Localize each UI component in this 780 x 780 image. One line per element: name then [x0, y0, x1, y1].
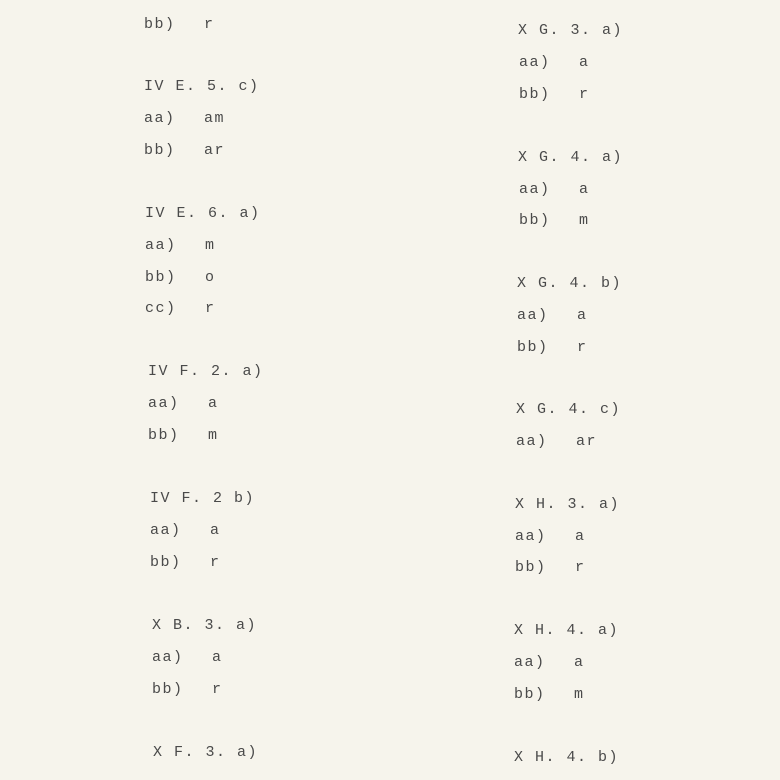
entry-label: bb) — [514, 686, 546, 703]
entry-value: r — [204, 16, 215, 33]
section-heading: X F. 3. a) — [153, 744, 259, 761]
entry-value: m — [574, 686, 585, 703]
section-heading: X G. 4. c) — [516, 401, 622, 418]
entry-value: a — [579, 181, 590, 198]
entry-value: am — [204, 110, 226, 127]
entry-label: aa) — [514, 654, 546, 671]
entry-value: a — [575, 528, 586, 545]
section-heading: IV E. 5. c) — [144, 78, 260, 95]
entry-label: aa) — [144, 110, 176, 127]
section-heading: X H. 4. a) — [514, 622, 620, 639]
entry-label: bb) — [517, 339, 549, 356]
section-heading: IV F. 2 b) — [150, 490, 256, 507]
entry-value: m — [579, 212, 590, 229]
entry-value: r — [575, 559, 586, 576]
entry-label: bb) — [515, 559, 547, 576]
entry-label: bb) — [144, 16, 176, 33]
entry-value: a — [210, 522, 221, 539]
entry-label: cc) — [145, 300, 177, 317]
entry-value: a — [579, 54, 590, 71]
section-heading: X G. 3. a) — [518, 22, 624, 39]
entry-value: a — [208, 395, 219, 412]
entry-label: bb) — [150, 554, 182, 571]
entry-value: ar — [204, 142, 226, 159]
section-heading: X G. 4. a) — [518, 149, 624, 166]
entry-label: bb) — [152, 681, 184, 698]
entry-value: a — [212, 649, 223, 666]
entry-label: aa) — [150, 522, 182, 539]
section-heading: IV F. 2. a) — [148, 363, 264, 380]
entry-value: r — [577, 339, 588, 356]
entry-value: r — [210, 554, 221, 571]
entry-value: o — [205, 269, 216, 286]
entry-label: bb) — [145, 269, 177, 286]
entry-label: bb) — [144, 142, 176, 159]
entry-label: aa) — [516, 433, 548, 450]
section-heading: X H. 3. a) — [515, 496, 621, 513]
entry-value: r — [212, 681, 223, 698]
section-heading: X G. 4. b) — [517, 275, 623, 292]
entry-label: aa) — [519, 54, 551, 71]
entry-label: bb) — [519, 212, 551, 229]
entry-value: a — [577, 307, 588, 324]
entry-label: aa) — [152, 649, 184, 666]
entry-value: m — [205, 237, 216, 254]
entry-label: aa) — [519, 181, 551, 198]
entry-label: bb) — [519, 86, 551, 103]
section-heading: X H. 4. b) — [514, 749, 620, 766]
entry-value: m — [208, 427, 219, 444]
entry-label: aa) — [515, 528, 547, 545]
entry-label: aa) — [148, 395, 180, 412]
entry-label: aa) — [145, 237, 177, 254]
entry-label: bb) — [148, 427, 180, 444]
entry-label: aa) — [517, 307, 549, 324]
entry-value: ar — [576, 433, 598, 450]
entry-value: a — [574, 654, 585, 671]
section-heading: X B. 3. a) — [152, 617, 258, 634]
entry-value: r — [205, 300, 216, 317]
section-heading: IV E. 6. a) — [145, 205, 261, 222]
entry-value: r — [579, 86, 590, 103]
